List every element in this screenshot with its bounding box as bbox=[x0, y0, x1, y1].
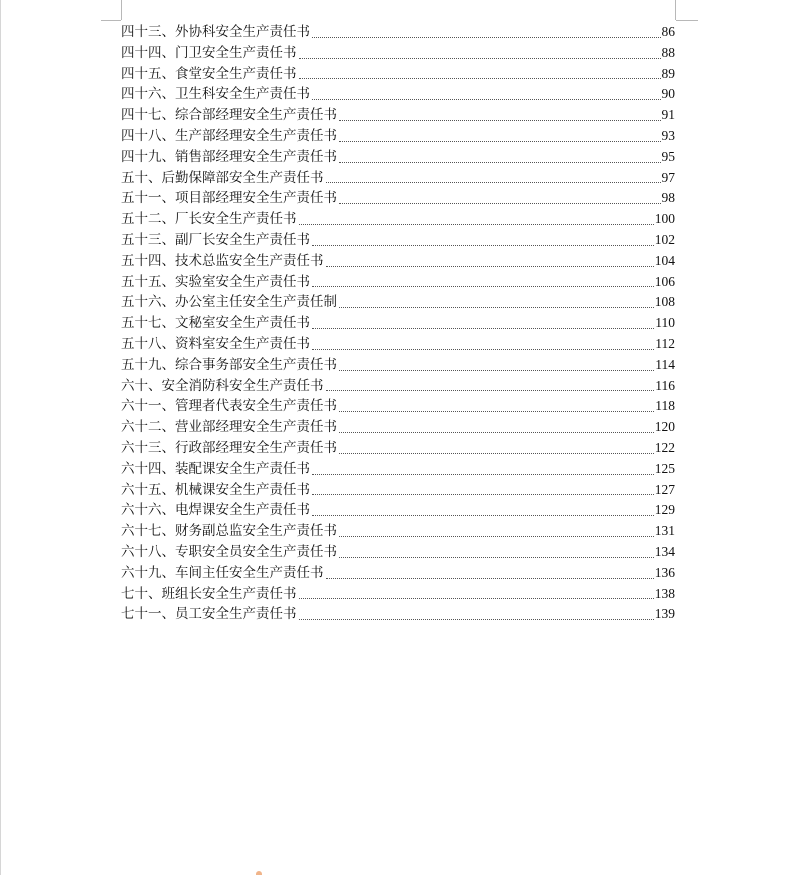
toc-dot-leader bbox=[339, 452, 654, 454]
toc-entry[interactable] bbox=[121, 334, 675, 355]
toc-entry-title: 五十三、副厂长安全生产责任书 bbox=[121, 231, 310, 248]
toc-entry[interactable] bbox=[121, 22, 675, 43]
toc-entry-page-number: 131 bbox=[654, 523, 675, 539]
crop-mark-top-left-horizontal bbox=[101, 20, 121, 21]
toc-entry-title: 五十六、办公室主任安全生产责任制 bbox=[121, 294, 337, 311]
toc-entry[interactable] bbox=[121, 521, 675, 542]
crop-mark-top-left-vertical bbox=[121, 0, 122, 20]
toc-entry[interactable] bbox=[121, 188, 675, 209]
toc-entry-page-number: 136 bbox=[654, 564, 675, 580]
toc-entry-page-number: 127 bbox=[654, 481, 675, 497]
toc-entry-page-number: 120 bbox=[654, 419, 675, 435]
toc-entry[interactable] bbox=[121, 209, 675, 230]
toc-dot-leader bbox=[339, 535, 654, 537]
toc-entry-page-number: 98 bbox=[661, 190, 675, 206]
toc-entry-title: 五十八、资料室安全生产责任书 bbox=[121, 335, 310, 352]
toc-entry-page-number: 100 bbox=[654, 211, 675, 227]
toc-entry-page-number: 122 bbox=[654, 439, 675, 455]
toc-entry-title: 五十、后勤保障部安全生产责任书 bbox=[121, 169, 324, 186]
toc-entry[interactable] bbox=[121, 355, 675, 376]
toc-entry-page-number: 110 bbox=[655, 315, 675, 331]
toc-entry-page-number: 89 bbox=[661, 65, 675, 81]
toc-entry-title: 四十八、生产部经理安全生产责任书 bbox=[121, 127, 337, 144]
toc-entry-page-number: 116 bbox=[655, 377, 675, 393]
toc-entry-title: 四十七、综合部经理安全生产责任书 bbox=[121, 107, 337, 124]
toc-dot-leader bbox=[312, 327, 654, 329]
toc-entry[interactable] bbox=[121, 500, 675, 521]
toc-entry-page-number: 108 bbox=[654, 294, 675, 310]
toc-dot-leader bbox=[339, 202, 661, 204]
toc-dot-leader bbox=[312, 473, 654, 475]
toc-entry[interactable] bbox=[121, 459, 675, 480]
table-of-contents bbox=[121, 22, 675, 625]
toc-entry[interactable] bbox=[121, 168, 675, 189]
toc-entry-title: 六十六、电焊课安全生产责任书 bbox=[121, 502, 310, 519]
toc-entry-title: 六十二、营业部经理安全生产责任书 bbox=[121, 419, 337, 436]
toc-entry-page-number: 88 bbox=[661, 44, 675, 60]
toc-entry-page-number: 112 bbox=[655, 335, 675, 351]
toc-dot-leader bbox=[312, 493, 654, 495]
toc-dot-leader bbox=[339, 140, 661, 142]
toc-entry-title: 五十七、文秘室安全生产责任书 bbox=[121, 315, 310, 332]
toc-entry-title: 五十九、综合事务部安全生产责任书 bbox=[121, 356, 337, 373]
toc-entry-page-number: 129 bbox=[654, 502, 675, 518]
page-edge bbox=[0, 0, 1, 875]
toc-entry[interactable] bbox=[121, 313, 675, 334]
toc-entry-page-number: 104 bbox=[654, 252, 675, 268]
toc-dot-leader bbox=[312, 98, 661, 100]
toc-dot-leader bbox=[339, 369, 654, 371]
toc-dot-leader bbox=[312, 285, 654, 287]
crop-mark-top-right-vertical bbox=[675, 0, 676, 20]
toc-entry-page-number: 97 bbox=[661, 169, 675, 185]
toc-entry[interactable] bbox=[121, 43, 675, 64]
toc-entry-title: 六十四、装配课安全生产责任书 bbox=[121, 460, 310, 477]
toc-entry-page-number: 95 bbox=[661, 148, 675, 164]
toc-entry-title: 七十、班组长安全生产责任书 bbox=[121, 585, 297, 602]
toc-entry[interactable] bbox=[121, 542, 675, 563]
toc-entry-page-number: 93 bbox=[661, 127, 675, 143]
toc-entry-title: 五十四、技术总监安全生产责任书 bbox=[121, 252, 324, 269]
toc-entry-title: 六十八、专职安全员安全生产责任书 bbox=[121, 543, 337, 560]
toc-entry[interactable] bbox=[121, 604, 675, 625]
toc-entry[interactable] bbox=[121, 376, 675, 397]
toc-entry-title: 六十九、车间主任安全生产责任书 bbox=[121, 564, 324, 581]
toc-entry-page-number: 134 bbox=[654, 543, 675, 559]
toc-entry-title: 四十九、销售部经理安全生产责任书 bbox=[121, 148, 337, 165]
toc-entry-page-number: 125 bbox=[654, 460, 675, 476]
toc-dot-leader bbox=[312, 244, 654, 246]
toc-entry-title: 六十三、行政部经理安全生产责任书 bbox=[121, 439, 337, 456]
toc-dot-leader bbox=[339, 556, 654, 558]
toc-entry-title: 五十五、实验室安全生产责任书 bbox=[121, 273, 310, 290]
cursor-mark bbox=[256, 871, 262, 875]
toc-entry-page-number: 102 bbox=[654, 231, 675, 247]
toc-entry-page-number: 90 bbox=[661, 86, 675, 102]
toc-entry-page-number: 114 bbox=[655, 356, 675, 372]
crop-mark-top-right-horizontal bbox=[676, 20, 698, 21]
toc-dot-leader bbox=[299, 618, 654, 620]
toc-entry[interactable] bbox=[121, 480, 675, 501]
toc-entry-page-number: 138 bbox=[654, 585, 675, 601]
toc-entry-title: 六十五、机械课安全生产责任书 bbox=[121, 481, 310, 498]
toc-entry-title: 五十二、厂长安全生产责任书 bbox=[121, 211, 297, 228]
toc-entry-title: 四十三、外协科安全生产责任书 bbox=[121, 24, 310, 40]
toc-dot-leader bbox=[299, 223, 654, 225]
toc-dot-leader bbox=[299, 77, 661, 79]
toc-entry[interactable] bbox=[121, 251, 675, 272]
toc-entry-title: 六十一、管理者代表安全生产责任书 bbox=[121, 398, 337, 415]
toc-dot-leader bbox=[299, 597, 654, 599]
toc-entry[interactable] bbox=[121, 272, 675, 293]
toc-entry[interactable] bbox=[121, 105, 675, 126]
toc-dot-leader bbox=[299, 57, 661, 59]
toc-dot-leader bbox=[312, 36, 661, 38]
toc-entry-title: 五十一、项目部经理安全生产责任书 bbox=[121, 190, 337, 207]
toc-dot-leader bbox=[339, 410, 654, 412]
toc-entry[interactable] bbox=[121, 64, 675, 85]
toc-dot-leader bbox=[312, 514, 654, 516]
toc-entry[interactable] bbox=[121, 147, 675, 168]
toc-entry[interactable] bbox=[121, 292, 675, 313]
toc-entry-page-number: 139 bbox=[654, 606, 675, 622]
toc-dot-leader bbox=[312, 348, 654, 350]
toc-entry-title: 六十、安全消防科安全生产责任书 bbox=[121, 377, 324, 394]
toc-entry-title: 七十一、员工安全生产责任书 bbox=[121, 606, 297, 623]
toc-entry-page-number: 86 bbox=[661, 24, 675, 39]
toc-entry-title: 四十六、卫生科安全生产责任书 bbox=[121, 86, 310, 103]
toc-entry-page-number: 118 bbox=[655, 398, 675, 414]
toc-entry[interactable] bbox=[121, 126, 675, 147]
toc-entry-page-number: 91 bbox=[661, 107, 675, 123]
toc-dot-leader bbox=[339, 161, 661, 163]
toc-entry[interactable] bbox=[121, 563, 675, 584]
toc-entry-page-number: 106 bbox=[654, 273, 675, 289]
toc-entry-title: 四十四、门卫安全生产责任书 bbox=[121, 44, 297, 61]
toc-dot-leader bbox=[339, 306, 654, 308]
toc-dot-leader bbox=[326, 181, 661, 183]
toc-entry-title: 六十七、财务副总监安全生产责任书 bbox=[121, 523, 337, 540]
toc-dot-leader bbox=[326, 577, 654, 579]
toc-entry-title: 四十五、食堂安全生产责任书 bbox=[121, 65, 297, 82]
toc-entry[interactable] bbox=[121, 584, 675, 605]
toc-dot-leader bbox=[326, 265, 654, 267]
toc-dot-leader bbox=[326, 389, 655, 391]
toc-entry[interactable] bbox=[121, 84, 675, 105]
toc-entry[interactable] bbox=[121, 396, 675, 417]
toc-dot-leader bbox=[339, 431, 654, 433]
toc-entry[interactable] bbox=[121, 417, 675, 438]
toc-entry[interactable] bbox=[121, 230, 675, 251]
toc-dot-leader bbox=[339, 119, 661, 121]
toc-entry[interactable] bbox=[121, 438, 675, 459]
